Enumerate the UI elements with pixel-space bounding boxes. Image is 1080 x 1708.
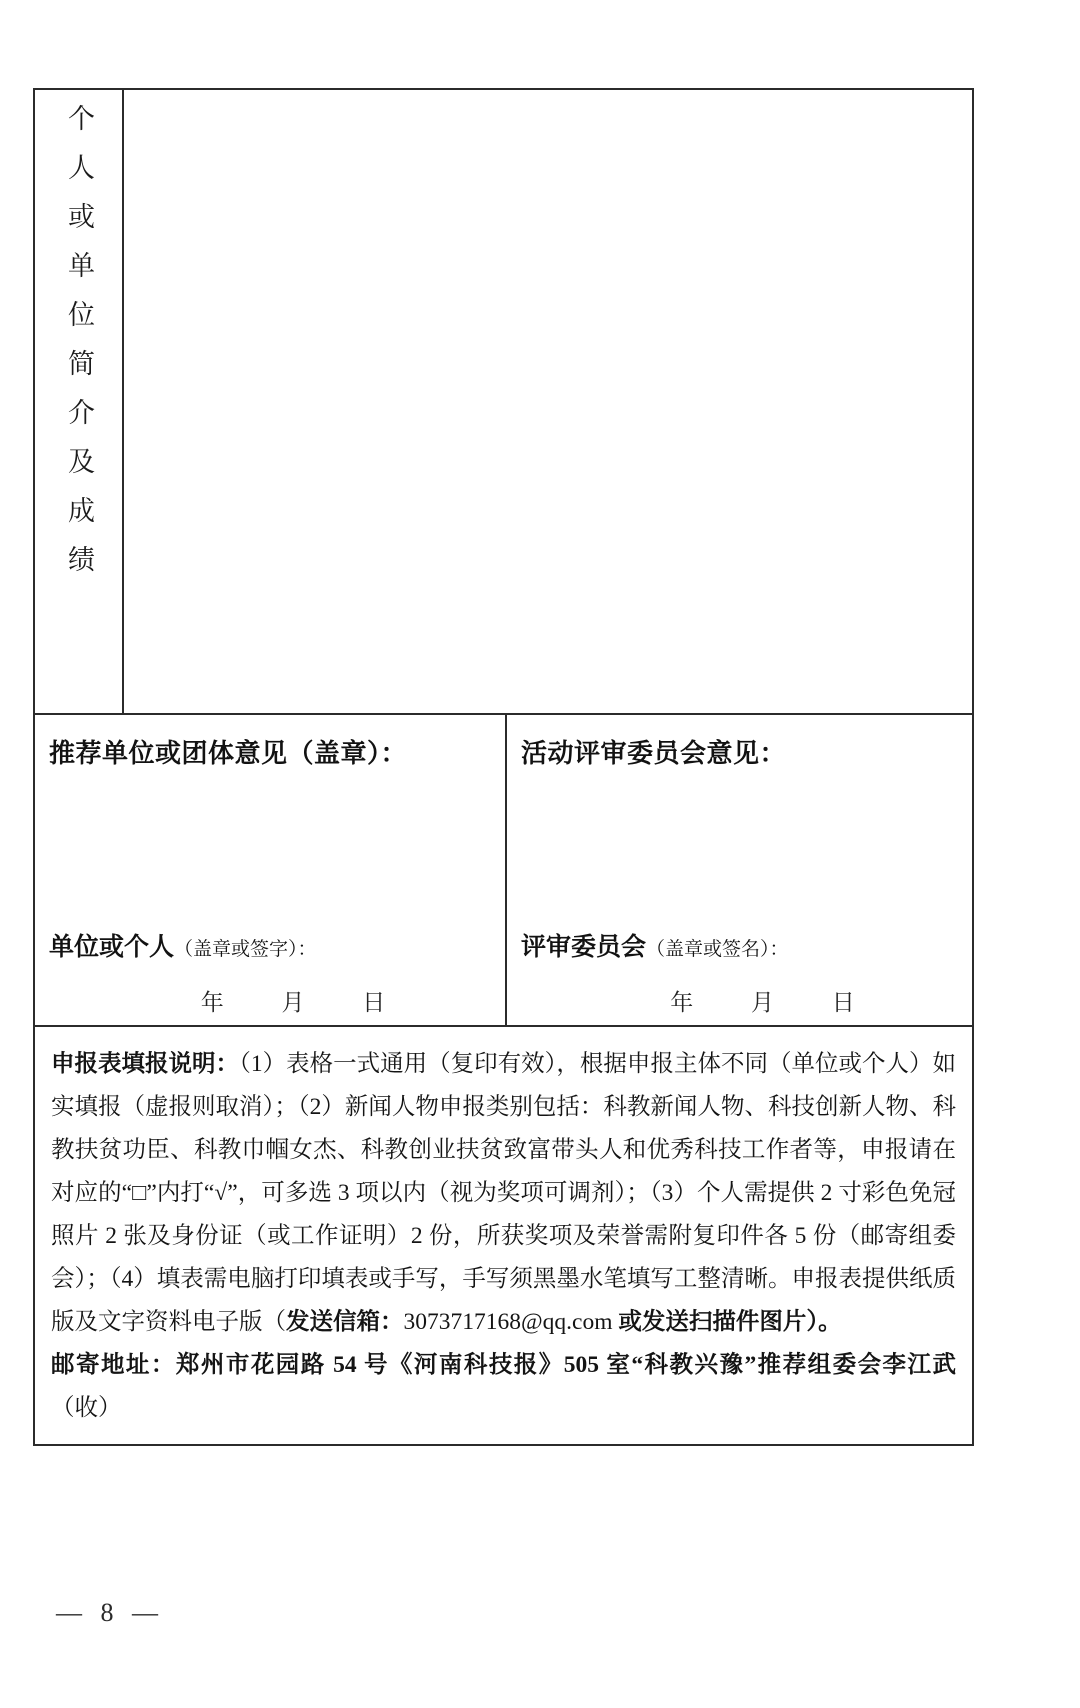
email-prefix-label: 发送信箱： <box>286 1309 404 1335</box>
review-committee-signer-paren: （盖章或签名）： <box>646 939 789 960</box>
row-opinions <box>35 715 972 1027</box>
review-committee-opinion-title: 活动评审委员会意见： <box>521 739 787 768</box>
application-form-table <box>33 88 974 1446</box>
recommending-unit-signer-paren: （盖章或签字）： <box>174 939 317 960</box>
mailing-address-label: 邮寄地址： <box>51 1352 176 1378</box>
vertical-label-personal-or-unit-intro: 个人或单位简介及成绩 <box>64 104 94 594</box>
review-committee-signer-label: 评审委员会 <box>521 934 647 961</box>
review-committee-signature-line <box>521 927 789 963</box>
date-year-label: 年 <box>670 990 694 1015</box>
recommending-unit-date-line <box>35 984 505 1017</box>
row-filling-instructions <box>35 1027 972 1444</box>
date-day-label: 日 <box>362 990 386 1015</box>
review-committee-date-line <box>507 984 972 1017</box>
recommending-unit-opinion-cell[interactable] <box>35 715 507 1025</box>
filling-instructions-heading: 申报表填报说明： <box>51 1051 240 1077</box>
recommending-unit-signer-label: 单位或个人 <box>49 934 175 961</box>
filling-instructions-body: （1）表格一式通用（复印有效），根据申报主体不同（单位或个人）如实填报（虚报则取消）；（2）新闻人物申报类别包括：科教新闻人物、科技创新人物、科教扶贫功臣、科教巾帼女杰、科教创业扶贫致富带头人和优秀科技工作者等，申报请在对应的“□”内打“√”，可多选 3 项以内（视为奖项可调剂）；（3）个人需提供 2 寸彩色免冠照片 2 张及身份证（或工作证明）2 份，所获奖项及荣誉需附复印件各 5 份（邮寄组委会）；（4）填表需电脑打印填表或手写，手写须黑墨水笔填写工整清晰。申报表提供纸质版及文字资料电子版（ <box>51 1051 957 1335</box>
vertical-label-cell <box>35 90 124 713</box>
submission-email-address: 3073717168@qq.com <box>403 1309 613 1335</box>
date-month-label: 月 <box>281 990 305 1015</box>
date-month-label: 月 <box>751 990 774 1015</box>
page-number: — 8 — <box>56 1598 164 1627</box>
row-personal-or-unit-intro <box>35 90 972 715</box>
review-committee-opinion-cell[interactable] <box>507 715 972 1025</box>
date-day-label: 日 <box>831 990 855 1015</box>
filling-instructions-paragraph <box>51 1043 956 1430</box>
mailing-address-suffix: （收） <box>51 1395 122 1421</box>
mailing-address-value: 郑州市花园路 54 号《河南科技报》505 室“科教兴豫”推荐组委会李江武 <box>175 1352 957 1378</box>
recommending-unit-opinion-title: 推荐单位或团体意见（盖章）： <box>49 739 408 768</box>
intro-content-area[interactable] <box>124 90 972 713</box>
recommending-unit-signature-line <box>49 927 317 963</box>
date-year-label: 年 <box>200 990 224 1015</box>
email-suffix-label: 或发送扫描件图片）。 <box>612 1309 842 1335</box>
